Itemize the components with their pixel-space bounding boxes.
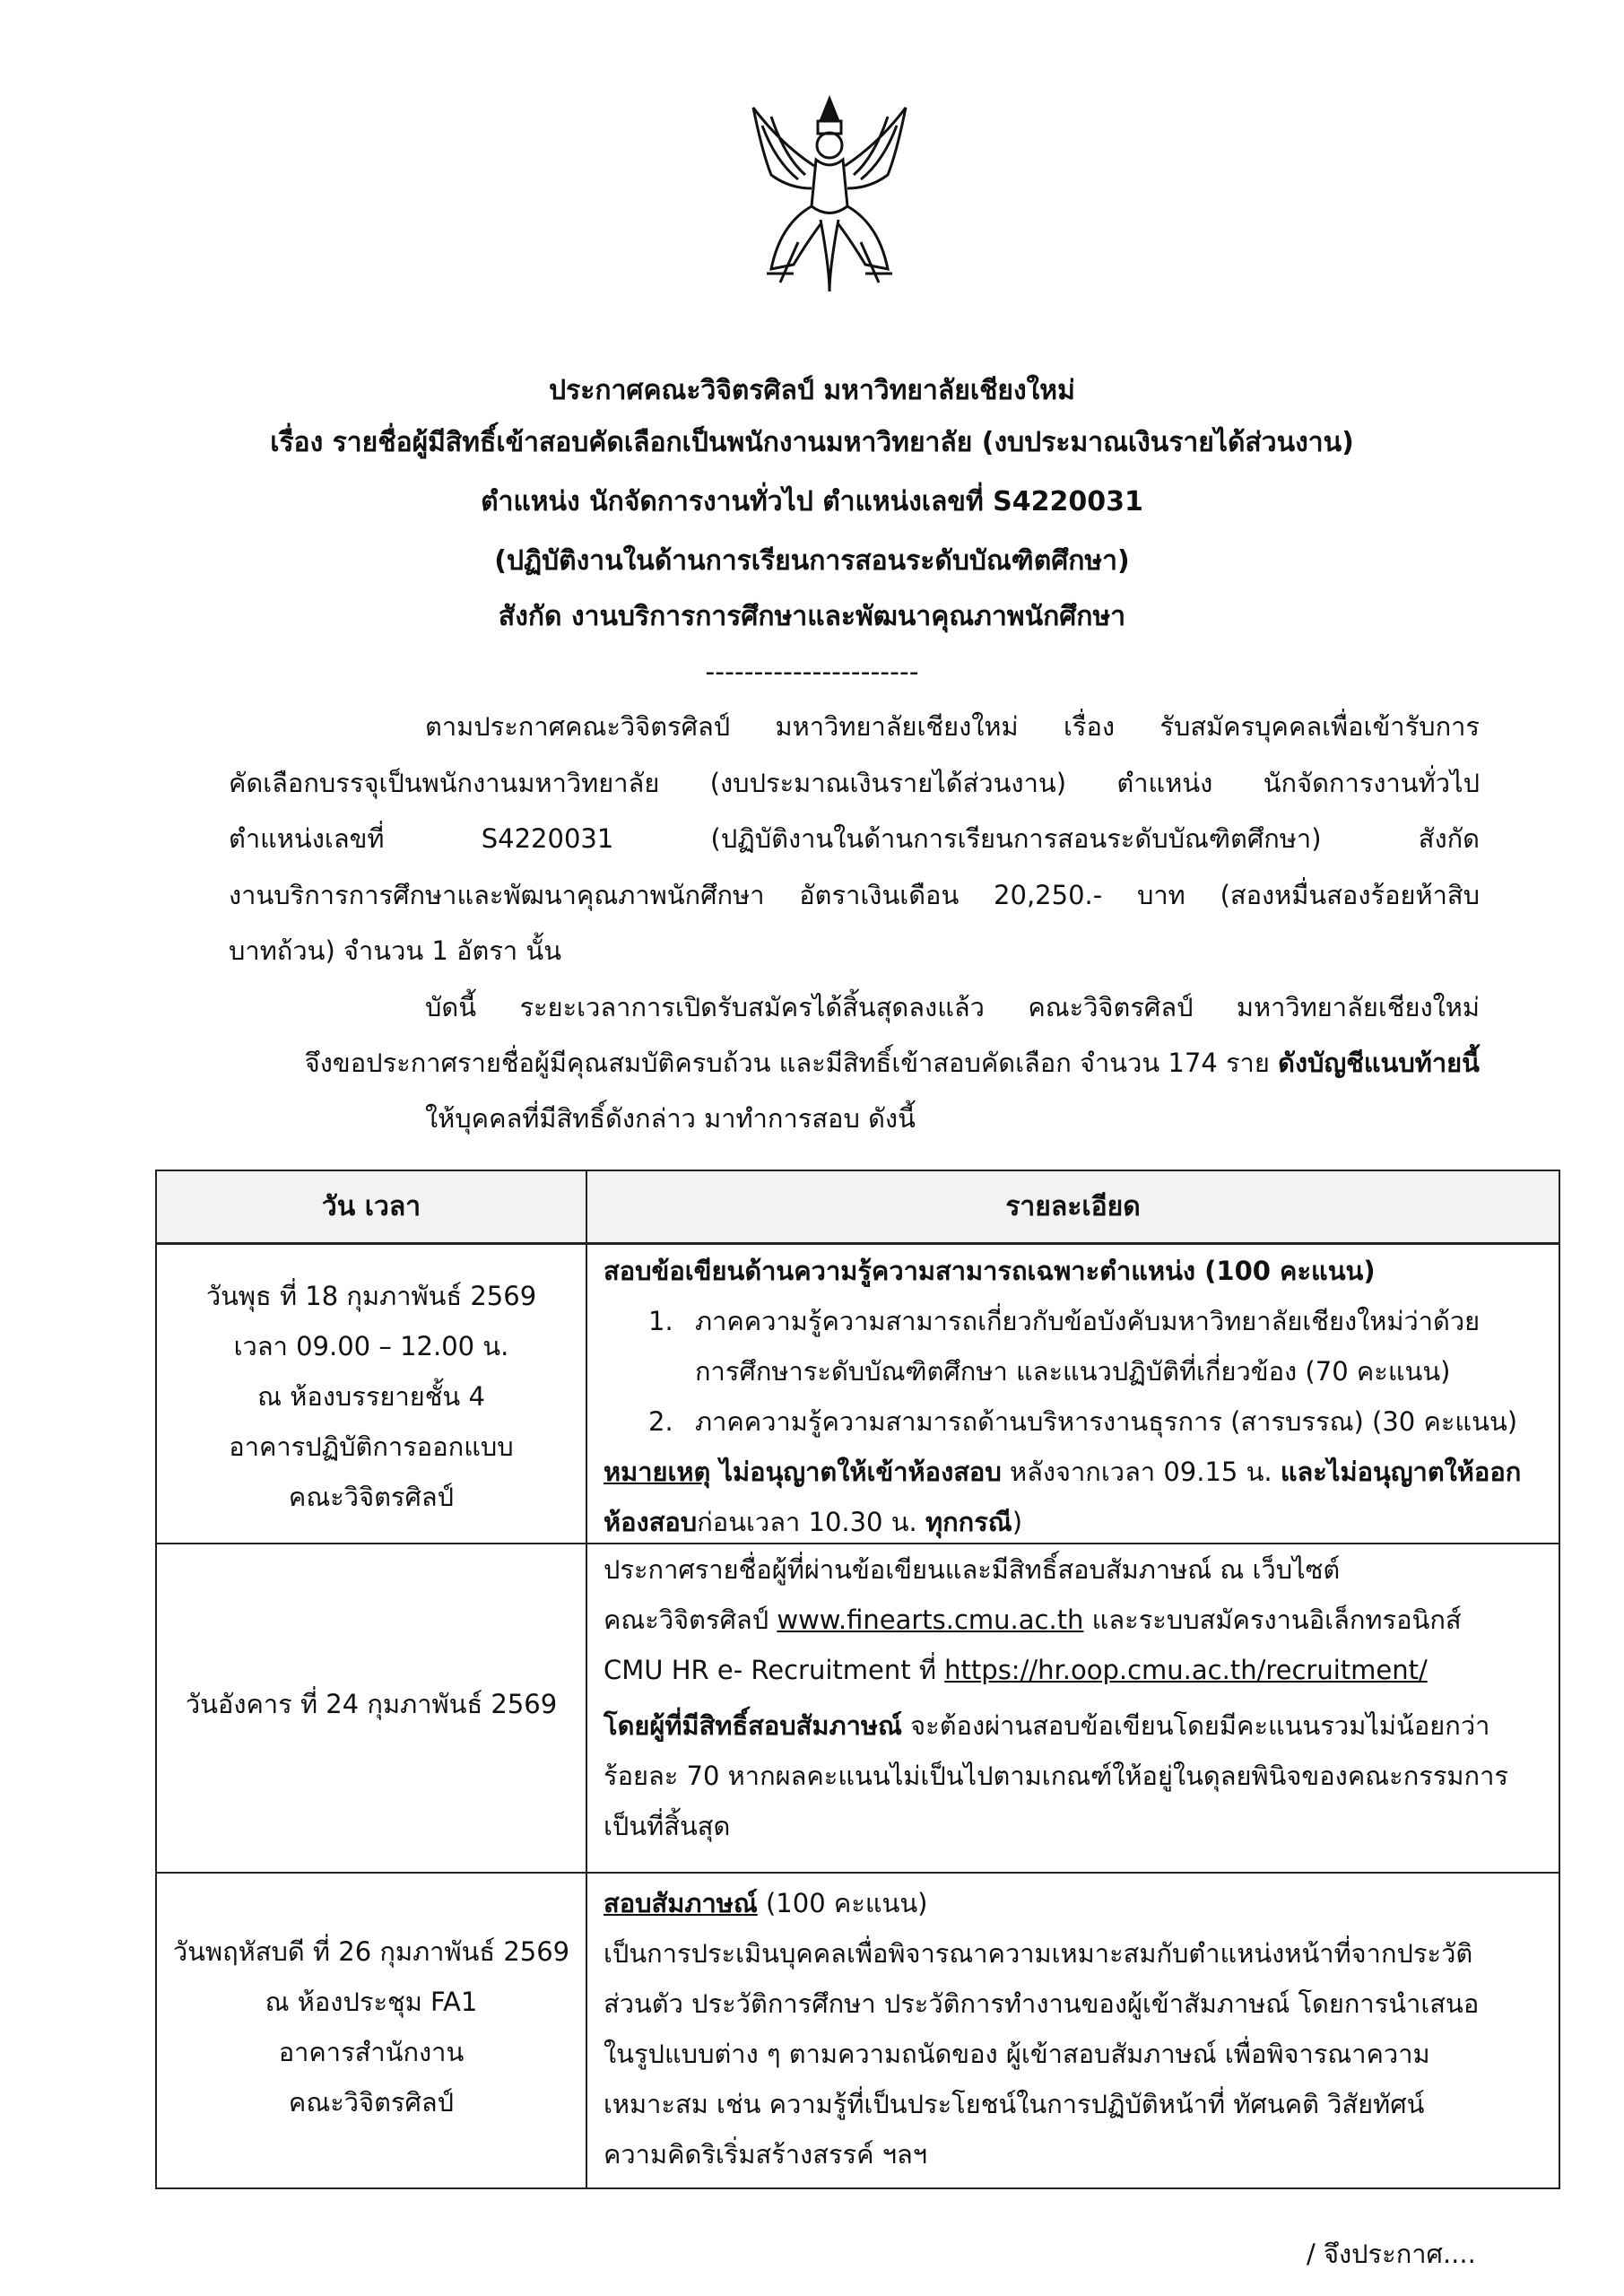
row1-details (604, 1246, 1545, 1547)
body-line: บัดนี้ ระยะเวลาการเปิดรับสมัครได้สิ้นสุดลงแล้ว คณะวิจิตรศิลป์ มหาวิทยาลัยเชียงใหม่ (425, 992, 1480, 1022)
detail-line: ในรูปแบบต่าง ๆ ตามความถนัดของ ผู้เข้าสอบสัมภาษณ์ เพื่อพิจารณาความ (604, 2039, 1430, 2069)
row3-when (157, 1926, 586, 2127)
when-line: ณ ห้องประชุม FA1 (265, 1987, 478, 2017)
note-bold: และไม่อนุญาตให้ออก (1280, 1457, 1522, 1487)
subject-line: เรื่อง รายชื่อผู้มีสิทธิ์เข้าสอบคัดเลือกเป็นพนักงานมหาวิทยาลัย (งบประมาณเงินรายได้ส่วนงาน) (270, 427, 1354, 458)
item-text: ภาคความรู้ความสามารถด้านบริหารงานธุรการ (สารบรรณ) (30 คะแนน) (695, 1406, 1518, 1437)
row3-details (604, 1878, 1545, 2179)
body-line: ให้บุคคลที่มีสิทธิ์ดังกล่าว มาทำการสอบ ดังนี้ (425, 1103, 916, 1134)
detail-line: เหมาะสม เช่น ความรู้ที่เป็นประโยชน์ในการปฏิบัติหน้าที่ ทัศนคติ วิสัยทัศน์ (604, 2089, 1425, 2119)
interview-title: สอบสัมภาษณ์ (604, 1888, 758, 1918)
duty-line: (ปฏิบัติงานในด้านการเรียนการสอนระดับบัณฑิตศึกษา) (494, 545, 1130, 577)
note-text: หลังจากเวลา 09.15 น. (1001, 1457, 1281, 1487)
detail-line: ความคิดริเริ่มสร้างสรรค์ ฯลฯ (604, 2139, 928, 2170)
finearts-website-link[interactable]: www.finearts.cmu.ac.th (777, 1605, 1084, 1635)
header-when: วัน เวลา (321, 1191, 421, 1222)
detail-text: คณะวิจิตรศิลป์ (604, 1605, 777, 1635)
header-details: รายละเอียด (1005, 1191, 1141, 1222)
when-line: เวลา 09.00 – 12.00 น. (233, 1331, 509, 1361)
item-number: 1. (648, 1306, 673, 1336)
column-divider (586, 1171, 587, 2187)
item-text: การศึกษาระดับบัณฑิตศึกษา และแนวปฏิบัติที่เกี่ยวข้อง (70 คะแนน) (695, 1356, 1451, 1387)
note-line (604, 1447, 1545, 1497)
when-line: วันพฤหัสบดี ที่ 26 กุมภาพันธ์ 2569 (172, 1936, 570, 1967)
detail-text: CMU HR e- Recruitment ที่ (604, 1655, 945, 1685)
when-line: อาคารปฏิบัติการออกแบบ (229, 1431, 514, 1462)
item-number: 2. (648, 1406, 673, 1437)
separator: ---------------------- (705, 657, 919, 688)
row1-when (157, 1271, 586, 1522)
recruitment-link[interactable]: https://hr.oop.cmu.ac.th/recruitment/ (944, 1655, 1428, 1685)
when-line: อาคารสำนักงาน (278, 2037, 465, 2067)
detail-text: จะต้องผ่านสอบข้อเขียนโดยมีคะแนนรวมไม่น้อยกว่า (901, 1710, 1490, 1741)
when-line: ณ ห้องบรรยายชั้น 4 (257, 1381, 485, 1412)
interview-score: (100 คะแนน) (757, 1888, 928, 1918)
row-divider (157, 1872, 1559, 1874)
detail-line: ส่วนตัว ประวัติการศึกษา ประวัติการทำงานของผู้เข้าสัมภาษณ์ โดยการนำเสนอ (604, 1988, 1480, 2019)
row2-when: วันอังคาร ที่ 24 กุมภาพันธ์ 2569 (185, 1689, 558, 1719)
note-label: หมายเหตุ (604, 1457, 711, 1487)
body-line: บาทถ้วน) จำนวน 1 อัตรา นั้น (229, 935, 562, 966)
schedule-table (155, 1170, 1560, 2189)
body-text: จึงขอประกาศรายชื่อผู้มีคุณสมบัติครบถ้วน และมีสิทธิ์เข้าสอบคัดเลือก จำนวน 174 ราย (304, 1048, 1279, 1078)
when-line: คณะวิจิตรศิลป์ (288, 2087, 455, 2118)
written-exam-title: สอบข้อเขียนด้านความรู้ความสามารถเฉพาะตำแหน่ง (100 คะแนน) (604, 1256, 1376, 1286)
note-text: ) (1012, 1507, 1023, 1537)
row2-details (604, 1544, 1545, 1851)
note-line (604, 1497, 1545, 1547)
detail-bold: โดยผู้ที่มีสิทธิ์สอบสัมภาษณ์ (604, 1710, 902, 1741)
when-line: วันพุธ ที่ 18 กุมภาพันธ์ 2569 (205, 1281, 537, 1311)
position-line: ตำแหน่ง นักจัดการงานทั่วไป ตำแหน่งเลขที่ S4220031 (481, 486, 1143, 517)
garuda-emblem (744, 90, 915, 305)
detail-text: และระบบสมัครงานอิเล็กทรอนิกส์ (1083, 1605, 1462, 1635)
announcement-title: ประกาศคณะวิจิตรศิลป์ มหาวิทยาลัยเชียงใหม่ (549, 375, 1075, 406)
body-line: ตามประกาศคณะวิจิตรศิลป์ มหาวิทยาลัยเชียงใหม่ เรื่อง รับสมัครบุคคลเพื่อเข้ารับการ (425, 711, 1480, 742)
detail-line: เป็นที่สิ้นสุด (604, 1811, 731, 1841)
item-text: ภาคความรู้ความสามารถเกี่ยวกับข้อบังคับมหาวิทยาลัยเชียงใหม่ว่าด้วย (695, 1306, 1481, 1336)
note-bold: ทุกกรณี (925, 1507, 1012, 1537)
continuation-footer: / จึงประกาศ.... (1307, 2239, 1476, 2269)
note-bold: ไม่อนุญาตให้เข้าห้องสอบ (710, 1457, 1002, 1487)
body-bold: ดังบัญชีแนบท้ายนี้ (1278, 1048, 1480, 1078)
affiliation-line: สังกัด งานบริการการศึกษาและพัฒนาคุณภาพนักศึกษา (498, 601, 1126, 632)
detail-line: เป็นการประเมินบุคคลเพื่อพิจารณาความเหมาะสมกับตำแหน่งหน้าที่จากประวัติ (604, 1938, 1473, 1969)
note-text: ก่อนเวลา 10.30 น. (697, 1507, 925, 1537)
body-line: ตำแหน่งเลขที่ S4220031 (ปฏิบัติงานในด้านการเรียนการสอนระดับบัณฑิตศึกษา) สังกัด (229, 823, 1480, 854)
body-line (229, 1038, 1480, 1088)
when-line: คณะวิจิตรศิลป์ (288, 1482, 455, 1512)
detail-line: ประกาศรายชื่อผู้ที่ผ่านข้อเขียนและมีสิทธิ์สอบสัมภาษณ์ ณ เว็บไซต์ (604, 1554, 1341, 1585)
body-line: งานบริการการศึกษาและพัฒนาคุณภาพนักศึกษา อัตราเงินเดือน 20,250.- บาท (สองหมื่นสองร้อยห้าสิบ (229, 880, 1480, 910)
detail-line: ร้อยละ 70 หากผลคะแนนไม่เป็นไปตามเกณฑ์ให้อยู่ในดุลยพินิจของคณะกรรมการ (604, 1761, 1508, 1791)
table-header (157, 1171, 1559, 1245)
note-bold: ห้องสอบ (604, 1507, 698, 1537)
body-line: คัดเลือกบรรจุเป็นพนักงานมหาวิทยาลัย (งบประมาณเงินรายได้ส่วนงาน) ตำแหน่ง นักจัดการงานทั่วไป (229, 768, 1480, 798)
